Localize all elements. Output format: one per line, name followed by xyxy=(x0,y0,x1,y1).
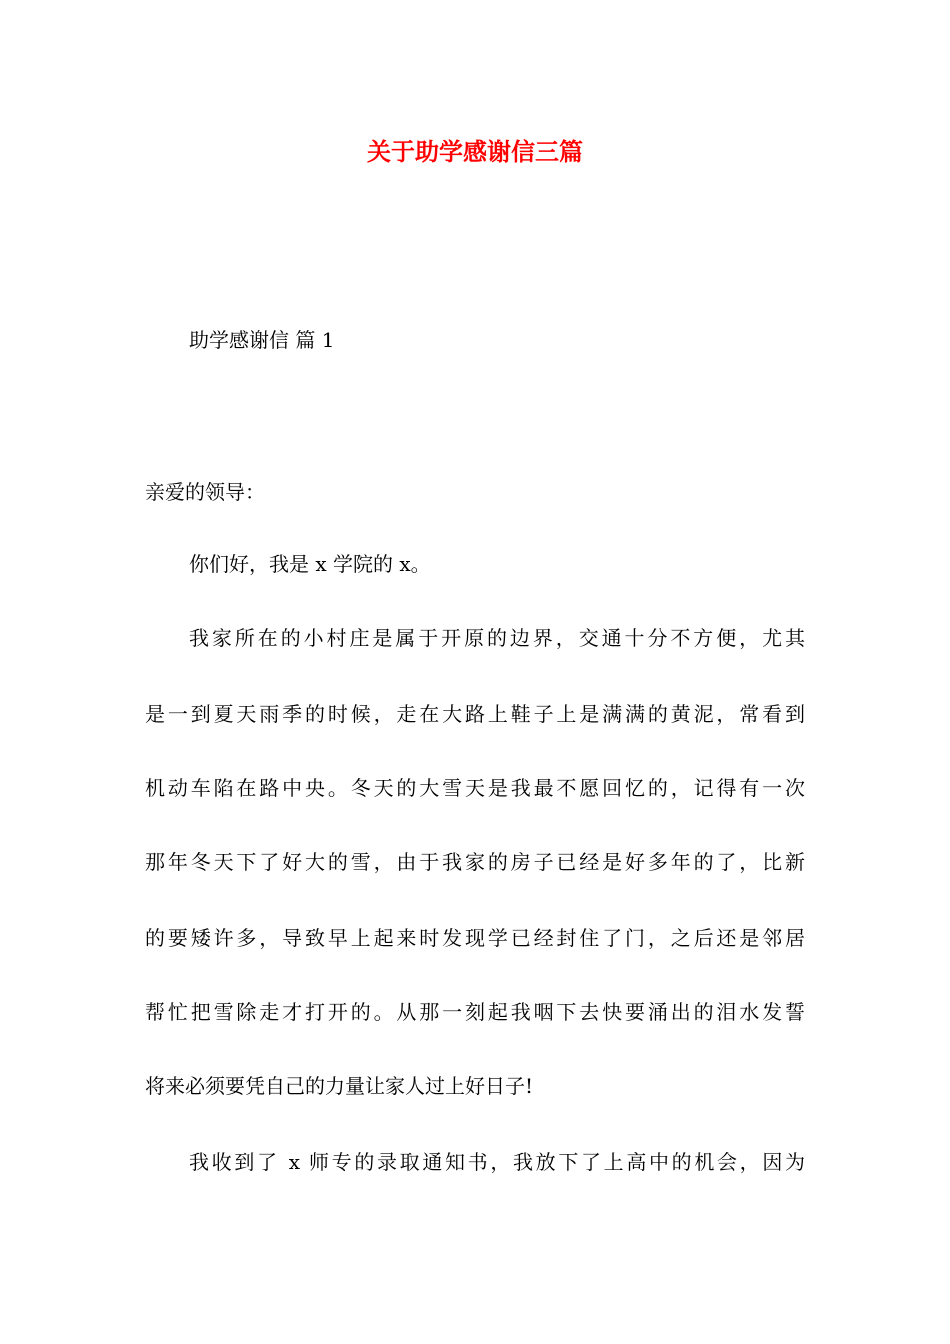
body-line: 我家所在的小村庄是属于开原的边界，交通十分不方便，尤其 xyxy=(189,626,805,650)
body-line: 我收到了 x 师专的录取通知书，我放下了上高中的机会，因为 xyxy=(189,1150,805,1174)
document-title: 关于助学感谢信三篇 xyxy=(367,137,583,166)
body-line: 帮忙把雪除走才打开的。从那一刻起我咽下去快要涌出的泪水发誓 xyxy=(145,1000,805,1024)
body-line: 那年冬天下了好大的雪，由于我家的房子已经是好多年的了，比新 xyxy=(145,850,805,874)
salutation: 亲爱的领导： xyxy=(145,480,265,504)
body-line: 将来必须要凭自己的力量让家人过上好日子! xyxy=(145,1074,534,1098)
body-line: 机动车陷在路中央。冬天的大雪天是我最不愿回忆的，记得有一次 xyxy=(145,776,805,800)
body-line: 是一到夏天雨季的时候，走在大路上鞋子上是满满的黄泥，常看到 xyxy=(145,702,805,726)
body-line: 你们好，我是 x 学院的 x。 xyxy=(189,552,431,576)
body-line: 的要矮许多，导致早上起来时发现学已经封住了门，之后还是邻居 xyxy=(145,926,805,950)
section-heading: 助学感谢信 篇 1 xyxy=(189,328,335,352)
